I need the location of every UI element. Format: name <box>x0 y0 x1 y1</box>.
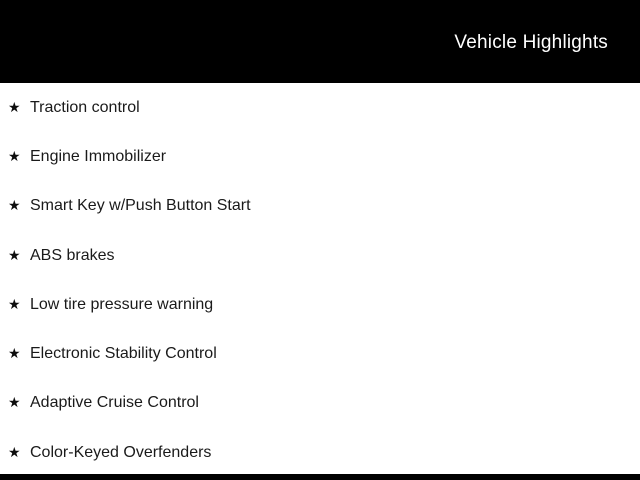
list-item-label: Smart Key w/Push Button Start <box>30 197 251 215</box>
list-item <box>0 182 640 231</box>
list-item-label: Engine Immobilizer <box>30 147 167 165</box>
list-item-label: ABS brakes <box>30 246 115 264</box>
star-icon: ★ <box>8 148 21 165</box>
list-item <box>0 379 640 428</box>
list-item <box>0 329 640 378</box>
page-title: Vehicle Highlights <box>454 32 608 53</box>
highlights-list <box>0 83 640 477</box>
star-icon: ★ <box>8 247 21 264</box>
list-item-label: Low tire pressure warning <box>30 295 214 313</box>
footer-bar <box>0 474 640 480</box>
list-item <box>0 280 640 329</box>
star-icon: ★ <box>8 444 21 461</box>
list-item-label: Electronic Stability Control <box>30 345 217 363</box>
star-icon: ★ <box>8 395 21 412</box>
list-item <box>0 231 640 280</box>
header-bar <box>0 0 640 83</box>
star-icon: ★ <box>8 346 21 363</box>
star-icon: ★ <box>8 99 21 116</box>
list-item <box>0 83 640 132</box>
list-item-label: Color-Keyed Overfenders <box>30 443 212 461</box>
star-icon: ★ <box>8 296 21 313</box>
list-item <box>0 132 640 181</box>
list-item-label: Adaptive Cruise Control <box>30 394 199 412</box>
star-icon: ★ <box>8 198 21 215</box>
list-item <box>0 428 640 477</box>
list-item-label: Traction control <box>30 98 140 116</box>
